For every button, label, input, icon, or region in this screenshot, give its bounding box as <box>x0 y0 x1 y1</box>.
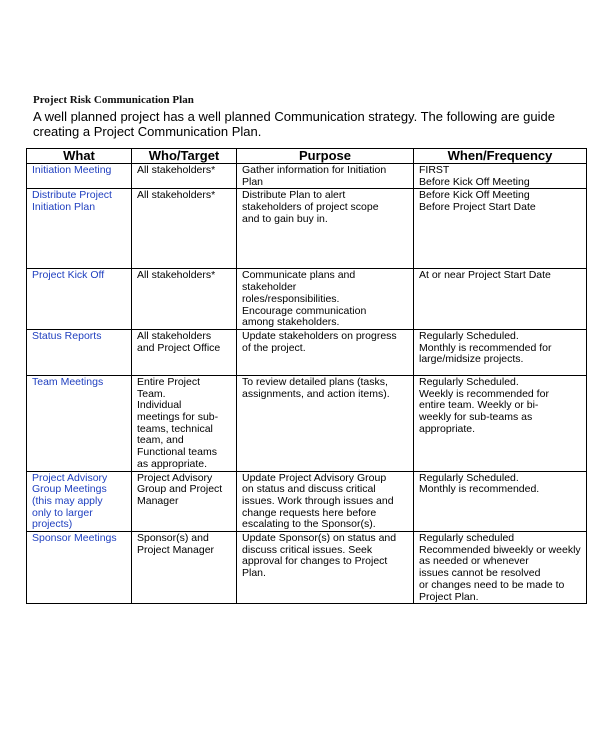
cell-line: Before Kick Off Meeting <box>419 189 530 202</box>
cell-line: All stakeholders* <box>137 269 216 282</box>
cell-what <box>27 471 132 532</box>
cell-line: assignments, and action items). <box>242 387 390 400</box>
cell-line: among stakeholders. <box>242 316 340 329</box>
cell-who-target <box>132 471 237 532</box>
cell-line: (this may apply <box>32 494 103 507</box>
header-what: What <box>27 149 132 164</box>
cell-purpose <box>237 329 414 375</box>
cell-who-target <box>132 532 237 604</box>
header-when-frequency: When/Frequency <box>414 149 587 164</box>
communication-plan-table <box>26 148 587 604</box>
cell-purpose <box>237 375 414 471</box>
cell-line: of the project. <box>242 341 306 354</box>
cell-line: meetings for sub- <box>137 411 219 424</box>
cell-line: Functional teams <box>137 446 217 459</box>
cell-what <box>27 532 132 604</box>
table-row <box>27 375 587 471</box>
cell-line: Group Meetings <box>32 483 107 496</box>
cell-line: Status Reports <box>32 329 102 342</box>
cell-who-target <box>132 189 237 269</box>
cell-line: weekly for sub-teams as <box>419 411 533 424</box>
header-who-target: Who/Target <box>132 149 237 164</box>
cell-line: team, and <box>137 434 184 447</box>
cell-line: Weekly is recommended for <box>419 387 549 400</box>
cell-line: on status and discuss critical <box>242 483 376 496</box>
cell-line: Initiation Plan <box>32 201 96 214</box>
cell-line: as appropriate. <box>137 457 208 470</box>
cell-line: Before Project Start Date <box>419 201 536 214</box>
cell-line: At or near Project Start Date <box>419 269 551 282</box>
cell-line: discuss critical issues. Seek <box>242 543 373 556</box>
cell-line: issues. Work through issues and <box>242 494 394 507</box>
cell-line: Project Plan. <box>419 590 479 603</box>
cell-line: Plan. <box>242 567 266 580</box>
cell-line: approval for changes to Project <box>242 555 388 568</box>
cell-what <box>27 375 132 471</box>
cell-line: Sponsor(s) and <box>137 532 209 545</box>
cell-line: projects) <box>32 518 73 531</box>
cell-line: Regularly Scheduled. <box>419 471 519 484</box>
table-row <box>27 532 587 604</box>
cell-purpose <box>237 471 414 532</box>
intro-line: creating a Project Communication Plan. <box>33 124 262 139</box>
cell-line: issues cannot be resolved <box>419 567 541 580</box>
cell-line: Group and Project <box>137 483 223 496</box>
cell-line: and Project Office <box>137 341 221 354</box>
cell-line: and to gain buy in. <box>242 212 328 225</box>
cell-line: Encourage communication <box>242 304 367 317</box>
cell-line: Update Sponsor(s) on status and <box>242 532 397 545</box>
cell-line: change requests here before <box>242 506 377 519</box>
cell-line: Regularly Scheduled. <box>419 375 519 388</box>
cell-line: as needed or whenever <box>419 555 529 568</box>
cell-line: roles/responsibilities. <box>242 292 340 305</box>
cell-line: Project Advisory <box>137 471 213 484</box>
cell-line: Project Advisory <box>32 471 108 484</box>
cell-line: Monthly is recommended for <box>419 341 552 354</box>
cell-line: large/midsize projects. <box>419 353 524 366</box>
cell-line: Initiation Meeting <box>32 164 112 176</box>
cell-line: FIRST <box>419 164 450 176</box>
cell-what <box>27 189 132 269</box>
cell-who-target <box>132 269 237 330</box>
cell-line: Distribute Plan to alert <box>242 189 346 202</box>
table-row <box>27 329 587 375</box>
intro-paragraph <box>33 109 600 139</box>
cell-line: stakeholder <box>242 281 297 294</box>
cell-line: All stakeholders* <box>137 164 216 176</box>
cell-line: All stakeholders* <box>137 189 216 202</box>
cell-line: Distribute Project <box>32 189 112 202</box>
header-purpose: Purpose <box>237 149 414 164</box>
cell-line: Monthly is recommended. <box>419 483 540 496</box>
cell-what <box>27 269 132 330</box>
table-row <box>27 164 587 189</box>
cell-line: Manager <box>137 494 179 507</box>
cell-line: only to larger <box>32 506 93 519</box>
cell-purpose <box>237 269 414 330</box>
cell-line: stakeholders of project scope <box>242 201 379 214</box>
cell-when-frequency <box>414 269 587 330</box>
cell-line: escalating to the Sponsor(s). <box>242 518 376 531</box>
cell-line: entire team. Weekly or bi- <box>419 399 539 412</box>
cell-line: Update stakeholders on progress <box>242 329 397 342</box>
cell-line: Team. <box>137 387 166 400</box>
cell-line: Recommended biweekly or weekly <box>419 543 581 556</box>
cell-when-frequency <box>414 471 587 532</box>
table-row <box>27 269 587 330</box>
intro-line: A well planned project has a well planned Communication strategy. The following are guide <box>33 109 555 124</box>
cell-what <box>27 329 132 375</box>
table-header-row <box>27 149 587 164</box>
cell-purpose <box>237 164 414 189</box>
cell-line: To review detailed plans (tasks, <box>242 375 388 388</box>
page-title: Project Risk Communication Plan <box>33 94 194 106</box>
cell-when-frequency <box>414 532 587 604</box>
cell-who-target <box>132 164 237 189</box>
cell-line: Gather information for Initiation <box>242 164 387 176</box>
cell-line: teams, technical <box>137 422 213 435</box>
cell-who-target <box>132 375 237 471</box>
cell-line: Sponsor Meetings <box>32 532 117 545</box>
cell-line: or changes need to be made to <box>419 578 565 591</box>
cell-line: Project Manager <box>137 543 215 556</box>
cell-line: Entire Project <box>137 375 201 388</box>
cell-line: Regularly scheduled <box>419 532 515 545</box>
cell-what <box>27 164 132 189</box>
cell-who-target <box>132 329 237 375</box>
cell-when-frequency <box>414 375 587 471</box>
cell-line: Communicate plans and <box>242 269 356 282</box>
cell-purpose <box>237 532 414 604</box>
cell-line: Project Kick Off <box>32 269 105 282</box>
cell-purpose <box>237 189 414 269</box>
cell-line: appropriate. <box>419 422 476 435</box>
cell-line: Plan <box>242 175 264 188</box>
table-row <box>27 471 587 532</box>
cell-when-frequency <box>414 189 587 269</box>
cell-line: Before Kick Off Meeting <box>419 175 530 188</box>
cell-line: All stakeholders <box>137 329 212 342</box>
cell-line: Update Project Advisory Group <box>242 471 387 484</box>
cell-when-frequency <box>414 164 587 189</box>
cell-line: Individual <box>137 399 182 412</box>
cell-line: Team Meetings <box>32 375 104 388</box>
cell-line: Regularly Scheduled. <box>419 329 519 342</box>
table-row <box>27 189 587 269</box>
cell-when-frequency <box>414 329 587 375</box>
